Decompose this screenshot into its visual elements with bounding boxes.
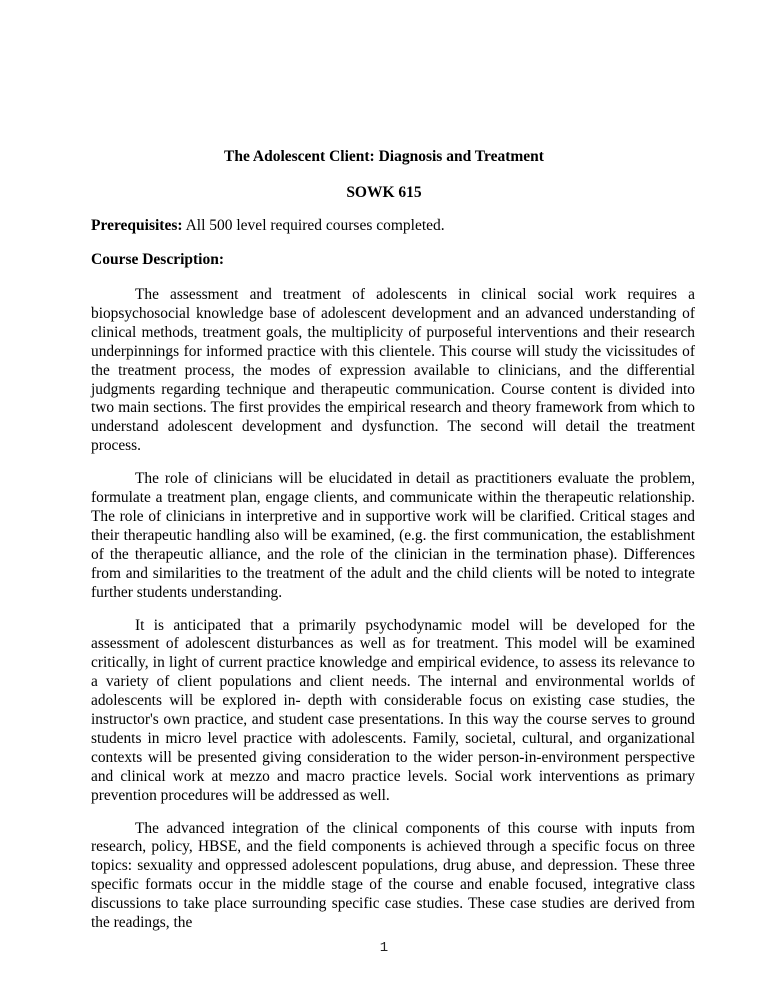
prerequisites-text: All 500 level required courses completed.	[182, 217, 445, 234]
prerequisites-label: Prerequisites:	[91, 217, 183, 234]
paragraph-2: The role of clinicians will be elucidated in detail as practitioners evaluate the problem, formulate a treatment plan, engage clients, and communicate within the therapeutic relationship. The role of clinicians in interpretive and in supportive work will be clarified. Critical stages and their therapeutic handling also will be examined, (e.g. the first communication, the establishment of the therapeutic alliance, and the role of the clinician in the termination phase). Differences from and similarities to the treatment of the adult and the child clients will be noted to integrate further students understanding.	[91, 470, 695, 601]
paragraph-4: The advanced integration of the clinical components of this course with inputs from research, policy, HBSE, and the field components is achieved through a specific focus on three topics: sexuality and oppressed adolescent populations, drug abuse, and depression. These three specific formats occur in the middle stage of the course and enable focused, integrative class discussions to take place surrounding specific case studies. These case studies are derived from the readings, the	[91, 819, 695, 932]
document-title: The Adolescent Client: Diagnosis and Treatment	[224, 148, 544, 165]
course-code: SOWK 615	[346, 184, 422, 201]
page-number: 1	[379, 940, 389, 956]
prerequisites-line	[91, 216, 695, 236]
paragraph-1: The assessment and treatment of adolescents in clinical social work requires a biopsychosocial knowledge base of adolescent development and an advanced understanding of clinical methods, treatment goals, the multiplicity of purposeful interventions and their research underpinnings for informed practice with this clientele. This course will study the vicissitudes of the treatment process, the modes of expression available to clinicians, and the differential judgments regarding technique and therapeutic communication. Course content is divided into two main sections. The first provides the empirical research and theory framework from which to understand adolescent development and dysfunction. The second will detail the treatment process.	[91, 286, 695, 455]
course-description-heading: Course Description:	[91, 251, 225, 268]
course-description-body	[91, 286, 695, 947]
paragraph-3: It is anticipated that a primarily psychodynamic model will be developed for the assessment of adolescent disturbances as well as for treatment. This model will be examined critically, in light of current practice knowledge and empirical evidence, to assess its relevance to a variety of client populations and client needs. The internal and environmental worlds of adolescents will be explored in- depth with considerable focus on existing case studies, the instructor's own practice, and student case presentations. In this way the course serves to ground students in micro level practice with adolescents. Family, societal, cultural, and organizational contexts will be presented giving consideration to the wider person-in-environment perspective and clinical work at mezzo and macro practice levels. Social work interventions as primary prevention procedures will be addressed as well.	[91, 616, 695, 804]
